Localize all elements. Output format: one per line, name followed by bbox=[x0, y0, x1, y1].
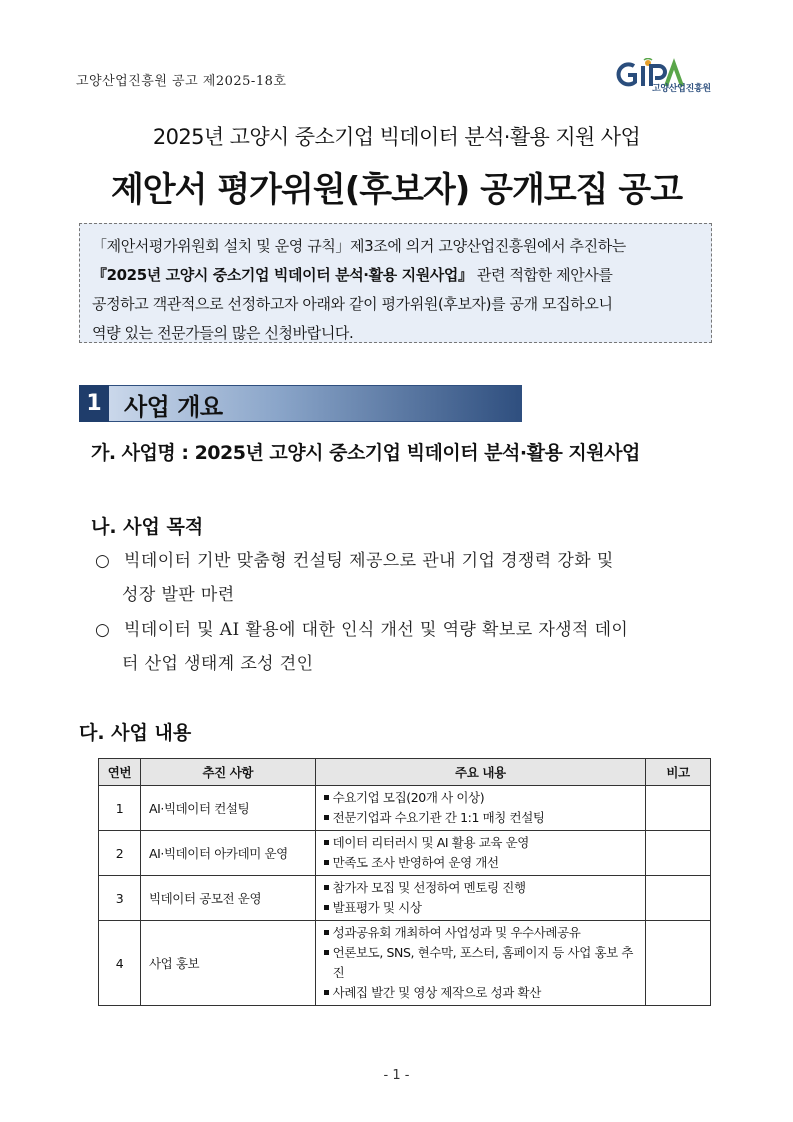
purpose-2-text: 빅데이터 및 AI 활용에 대한 인식 개선 및 역량 확보로 자생적 데이 bbox=[124, 620, 629, 640]
header-task: 추진 사항 bbox=[140, 759, 315, 786]
square-bullet-icon bbox=[324, 990, 329, 995]
header-note: 비고 bbox=[646, 759, 711, 786]
item-text: 참가자 모집 및 선정하여 멘토링 진행 bbox=[332, 880, 526, 895]
intro-line-3: 공정하고 객관적으로 선정하고자 아래와 같이 평가위원(후보자)를 공개 모집하오니 bbox=[92, 295, 613, 313]
list-item bbox=[324, 833, 641, 853]
content-heading: 다. 사업 내용 bbox=[79, 722, 192, 744]
list-item bbox=[324, 983, 641, 1003]
document-title: 제안서 평가위원(후보자) 공개모집 공고 bbox=[110, 170, 683, 210]
purpose-1-text: 빅데이터 기반 맞춤형 컨설팅 제공으로 관내 기업 경쟁력 강화 및 bbox=[124, 551, 614, 571]
square-bullet-icon bbox=[324, 905, 329, 910]
document-subtitle: 2025년 고양시 중소기업 빅데이터 분석·활용 지원 사업 bbox=[152, 125, 641, 149]
header-content: 주요 내용 bbox=[315, 759, 645, 786]
circle-bullet-icon: ○ bbox=[95, 620, 111, 640]
list-item bbox=[324, 898, 641, 918]
intro-line-1: 「제안서평가위원회 설치 및 운영 규칙」제3조에 의거 고양산업진흥원에서 추진하는 bbox=[92, 237, 626, 255]
row-note bbox=[646, 921, 711, 1006]
square-bullet-icon bbox=[324, 950, 329, 955]
list-item bbox=[324, 943, 641, 983]
purpose-1-line-1 bbox=[95, 546, 614, 571]
row-number: 4 bbox=[99, 921, 141, 1006]
purpose-2-line-1 bbox=[95, 615, 628, 640]
row-items bbox=[315, 831, 645, 876]
row-number: 2 bbox=[99, 831, 141, 876]
intro-line-2-rest: 관련 적합한 제안사를 bbox=[472, 266, 613, 284]
square-bullet-icon bbox=[324, 860, 329, 865]
row-note bbox=[646, 876, 711, 921]
square-bullet-icon bbox=[324, 840, 329, 845]
list-item bbox=[324, 923, 641, 943]
purpose-2-line-2: 터 산업 생태계 조성 견인 bbox=[122, 654, 314, 674]
item-text: 수요기업 모집(20개 사 이상) bbox=[332, 790, 485, 805]
row-items bbox=[315, 876, 645, 921]
logo-text: 고양산업진흥원 bbox=[652, 84, 711, 94]
page-number: - 1 - bbox=[383, 1068, 410, 1083]
notice-number: 고양산업진흥원 공고 제2025-18호 bbox=[76, 74, 287, 89]
square-bullet-icon bbox=[324, 795, 329, 800]
intro-program-name: 『2025년 고양시 중소기업 빅데이터 분석·활용 지원사업』 bbox=[92, 266, 473, 284]
row-number: 3 bbox=[99, 876, 141, 921]
table-row bbox=[99, 831, 711, 876]
row-items bbox=[315, 921, 645, 1006]
table-header-row bbox=[99, 759, 711, 786]
square-bullet-icon bbox=[324, 885, 329, 890]
square-bullet-icon bbox=[324, 930, 329, 935]
business-name: 가. 사업명 : 2025년 고양시 중소기업 빅데이터 분석·활용 지원사업 bbox=[91, 442, 640, 464]
header-no: 연번 bbox=[99, 759, 141, 786]
section-1-number: 1 bbox=[79, 385, 109, 422]
table-row bbox=[99, 786, 711, 831]
list-item bbox=[324, 878, 641, 898]
row-number: 1 bbox=[99, 786, 141, 831]
item-text: 성과공유회 개최하여 사업성과 및 우수사례공유 bbox=[332, 925, 581, 940]
row-task: AI·빅데이터 아카데미 운영 bbox=[140, 831, 315, 876]
section-1-title: 사업 개요 bbox=[124, 393, 223, 421]
list-item bbox=[324, 788, 641, 808]
purpose-heading: 나. 사업 목적 bbox=[91, 516, 204, 538]
row-note bbox=[646, 831, 711, 876]
circle-bullet-icon: ○ bbox=[95, 551, 111, 571]
row-note bbox=[646, 786, 711, 831]
table-row bbox=[99, 921, 711, 1006]
list-item bbox=[324, 853, 641, 873]
item-text: 발표평가 및 시상 bbox=[332, 900, 422, 915]
intro-notice-box bbox=[79, 223, 712, 343]
purpose-1-line-2: 성장 발판 마련 bbox=[122, 585, 235, 605]
table-row bbox=[99, 876, 711, 921]
row-task: AI·빅데이터 컨설팅 bbox=[140, 786, 315, 831]
item-text: 전문기업과 수요기관 간 1:1 매칭 컨설팅 bbox=[332, 810, 545, 825]
list-item bbox=[324, 808, 641, 828]
item-text: 사례집 발간 및 영상 제작으로 성과 확산 bbox=[332, 985, 541, 1000]
business-content-table bbox=[98, 758, 711, 1006]
intro-line-4: 역량 있는 전문가들의 많은 신청바랍니다. bbox=[92, 324, 354, 342]
item-text: 언론보도, SNS, 현수막, 포스터, 홈페이지 등 사업 홍보 추진 bbox=[332, 945, 634, 980]
item-text: 데이터 리터러시 및 AI 활용 교육 운영 bbox=[332, 835, 529, 850]
row-task: 사업 홍보 bbox=[140, 921, 315, 1006]
item-text: 만족도 조사 반영하여 운영 개선 bbox=[332, 855, 499, 870]
row-task: 빅데이터 공모전 운영 bbox=[140, 876, 315, 921]
intro-line-2 bbox=[92, 261, 699, 290]
square-bullet-icon bbox=[324, 815, 329, 820]
row-items bbox=[315, 786, 645, 831]
